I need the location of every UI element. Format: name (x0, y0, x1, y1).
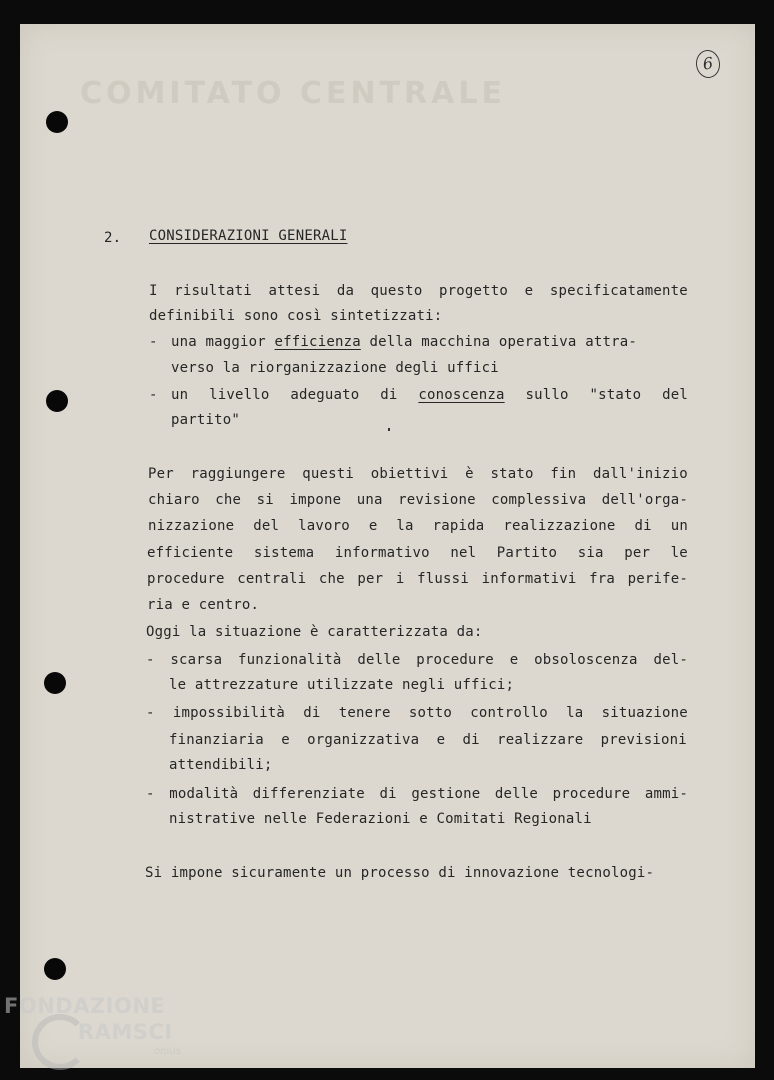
word: le (670, 545, 688, 561)
word: delle (494, 786, 539, 802)
word: tenere (338, 705, 391, 721)
p2-line-1 (148, 465, 688, 483)
word: che (318, 571, 345, 587)
word: previsioni (600, 732, 687, 748)
binder-hole (46, 111, 68, 133)
word: procedure (147, 571, 225, 587)
word: Partito (496, 545, 558, 561)
word: risultati (174, 283, 252, 299)
word: obiettivi (370, 466, 449, 482)
word: efficiente (147, 545, 234, 561)
ink-speck (388, 428, 390, 431)
word: nizzazione (148, 518, 235, 534)
bullet-2-w4: di (380, 387, 398, 403)
word: e (524, 283, 534, 299)
word: - (146, 786, 155, 802)
word: informativo (334, 545, 430, 561)
bullet-1-pre: una maggior (171, 334, 275, 350)
word: di (462, 732, 480, 748)
word: di (634, 518, 652, 534)
word: finanziaria (169, 732, 264, 748)
bullet-2-w7: del (662, 387, 688, 403)
word: questo (370, 283, 423, 299)
word: del (253, 518, 280, 534)
bullet-1-line-2: verso la riorganizzazione degli uffici (171, 360, 499, 376)
bullet-2-dash: - (149, 387, 158, 403)
bullet-2-w6: "stato (589, 387, 642, 403)
word: una (356, 492, 383, 508)
word: è (465, 466, 474, 482)
word: raggiungere (190, 466, 286, 482)
word: da (336, 283, 355, 299)
p3-item-3-line-2: nistrative nelle Federazioni e Comitati Regionali (169, 811, 592, 827)
word: informativi (481, 571, 577, 587)
word: ammi- (644, 786, 688, 802)
keyword-efficienza: efficienza (274, 334, 361, 350)
word: sistema (253, 545, 315, 561)
word: chiaro (148, 492, 200, 508)
word: sotto (408, 705, 452, 721)
word: - (146, 652, 155, 668)
handwritten-page-number: 6 (694, 48, 722, 79)
word: perife- (627, 571, 688, 587)
bullet-2-w5: sullo (525, 387, 569, 403)
word: del- (653, 652, 688, 668)
word: impone (289, 492, 342, 508)
word: attesi (268, 283, 321, 299)
word: obsoloscenza (534, 652, 638, 668)
word: Per (148, 466, 174, 482)
word: di (379, 786, 397, 802)
p2-line-2 (148, 491, 688, 509)
bullet-1-line-1 (171, 333, 637, 351)
word: I (149, 283, 158, 299)
p3-intro: Oggi la situazione è caratterizzata da: (146, 624, 483, 640)
word: rapida (432, 518, 485, 534)
word: modalità (169, 786, 239, 802)
word: procedure (552, 786, 631, 802)
p1-line-1 (149, 282, 688, 300)
section-title: CONSIDERAZIONI GENERALI (149, 228, 348, 244)
word: e (436, 732, 446, 748)
word: procedure (416, 652, 494, 668)
word: fin (550, 466, 577, 482)
p2-line-6: ria e centro. (147, 597, 260, 613)
bullet-2-line-2: partito" (171, 412, 241, 428)
word: lavoro (298, 518, 350, 534)
p3-item-1-line-1 (146, 651, 688, 669)
p3-item-2-line-3: attendibili; (169, 757, 273, 773)
word: - (146, 705, 155, 721)
word: per (357, 571, 384, 587)
fondazione-gramsci-watermark (4, 994, 194, 1074)
word: un (670, 518, 688, 534)
word: realizzazione (503, 518, 616, 534)
word: stato (490, 466, 534, 482)
word: sia (577, 545, 604, 561)
word: scarsa (170, 652, 223, 668)
p3-item-3-line-1 (146, 785, 688, 803)
bullet-2-line-1 (171, 386, 688, 404)
word: i (395, 571, 405, 587)
word: fra (589, 571, 615, 587)
binder-hole (46, 390, 68, 412)
word: impossibilità (172, 705, 286, 721)
word: funzionalità (237, 652, 342, 668)
p4-line-1: Si impone sicuramente un processo di innovazione tecnologi- (145, 865, 655, 881)
watermark-onlus: onlus (154, 1046, 181, 1057)
word: e (509, 652, 519, 668)
binder-hole (44, 672, 66, 694)
word: e (281, 732, 290, 748)
word: specificatamente (549, 283, 688, 299)
p3-item-2-line-1 (146, 704, 688, 722)
bullet-2-w1: un (171, 387, 189, 403)
word: e (368, 518, 378, 534)
p1-line-2: definibili sono così sintetizzati: (149, 308, 443, 324)
word: si (256, 492, 274, 508)
p2-line-4 (147, 544, 688, 562)
word: complessiva (491, 492, 587, 508)
watermark-top-text: FONDAZIONE (4, 994, 166, 1018)
ghost-header-bleedthrough: COMITATO CENTRALE (80, 76, 506, 111)
p2-line-5 (147, 570, 688, 588)
section-number: 2. (104, 230, 122, 246)
p3-item-1-line-2: le attrezzature utilizzate negli uffici; (169, 677, 515, 693)
word: progetto (439, 283, 509, 299)
keyword-conoscenza: conoscenza (418, 387, 505, 403)
watermark-bottom-text: RAMSCI (78, 1020, 173, 1044)
word: che (215, 492, 242, 508)
p3-item-2-line-2 (169, 731, 687, 749)
word: dell'orga- (601, 492, 688, 508)
word: nel (450, 545, 477, 561)
word: situazione (601, 705, 688, 721)
word: organizzativa (307, 732, 420, 748)
word: controllo (470, 705, 548, 721)
bullet-2-w2: livello (209, 387, 270, 403)
word: dall'inizio (592, 466, 688, 482)
word: gestione (411, 786, 481, 802)
bullet-1-dash: - (149, 334, 158, 350)
word: realizzare (497, 732, 584, 748)
word: la (396, 518, 414, 534)
word: questi (302, 466, 355, 482)
bullet-1-post: della macchina operativa attra- (360, 334, 637, 350)
binder-hole (44, 958, 66, 980)
word: revisione (398, 492, 476, 508)
p2-line-3 (148, 517, 688, 535)
word: differenziate (252, 786, 365, 802)
word: centrali (237, 571, 307, 587)
word: di (303, 705, 321, 721)
bullet-2-w3: adeguato (290, 387, 360, 403)
word: per (624, 545, 651, 561)
word: delle (357, 652, 401, 668)
word: flussi (417, 571, 469, 587)
word: la (566, 705, 584, 721)
